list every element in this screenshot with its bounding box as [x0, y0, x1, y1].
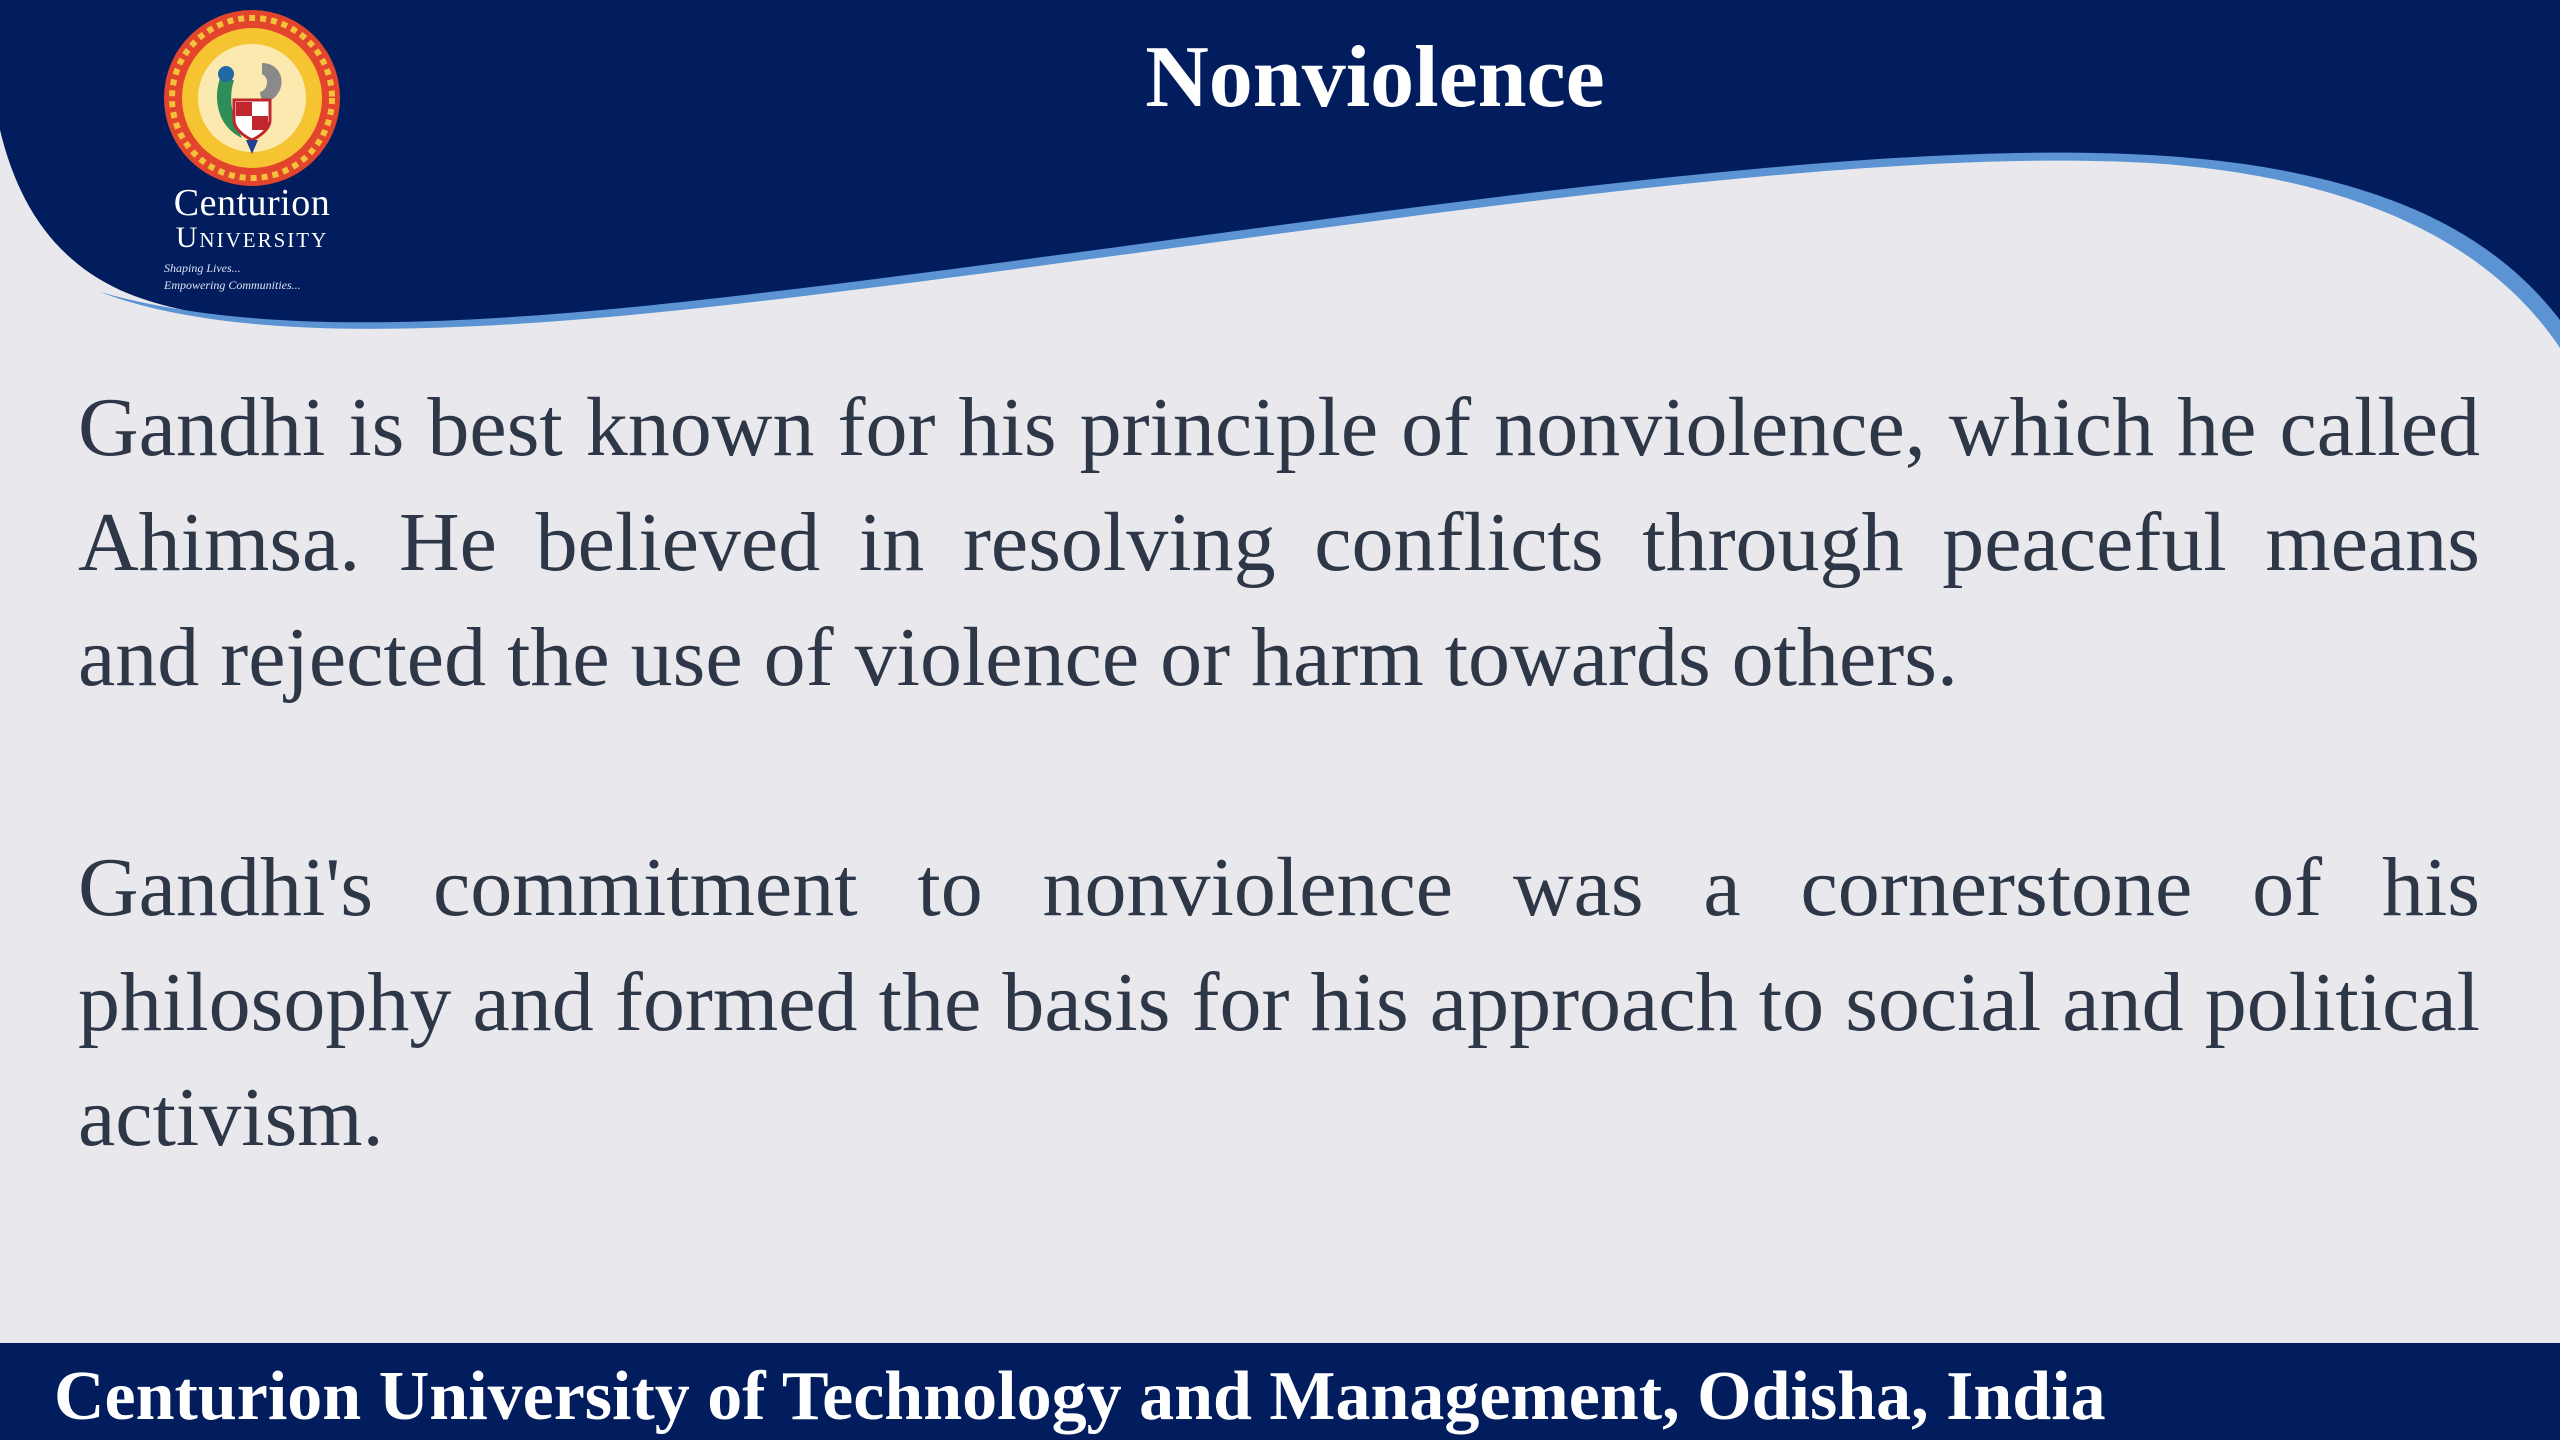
slide-body [78, 370, 2480, 1175]
footer-text: Centurion University of Technology and Management, Odisha, India [54, 1358, 2106, 1435]
logo-name-line2: University [175, 221, 329, 254]
logo-name-line1: Centurion [173, 182, 331, 224]
logo-tagline: Shaping Lives... Empowering Communities... [164, 261, 301, 292]
body-paragraph-1: Gandhi is best known for his principle of nonviolence, which he called Ahimsa. He believed in resolving conflicts through peaceful means and rejected the use of violence or harm towards others. [78, 381, 2480, 704]
footer-bar [0, 1343, 2560, 1440]
body-paragraph-2: Gandhi's commitment to nonviolence was a cornerstone of his philosophy and formed the basis for his approach to social and political activism. [78, 841, 2480, 1164]
slide-title: Nonviolence [1145, 29, 1605, 126]
